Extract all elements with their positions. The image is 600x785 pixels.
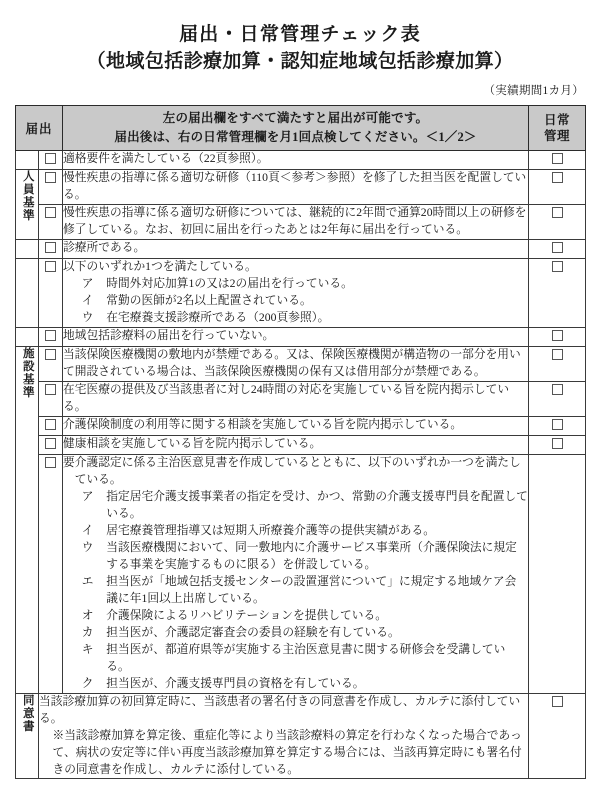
nichijo-checkbox-cell[interactable] — [529, 328, 586, 347]
header-nichijo — [529, 105, 586, 151]
table-row — [16, 205, 586, 240]
table-row — [16, 436, 586, 455]
todoke-checkbox-cell[interactable] — [39, 417, 63, 436]
checkbox-icon[interactable] — [552, 207, 563, 218]
row-text — [63, 382, 529, 417]
sub-item — [82, 625, 528, 642]
nichijo-checkbox-cell[interactable] — [529, 205, 586, 240]
checkbox-icon[interactable] — [552, 330, 563, 341]
row-text — [63, 436, 529, 455]
header-todoke: 届出 — [16, 105, 63, 151]
checkbox-icon[interactable] — [45, 153, 56, 164]
sub-item-list — [63, 276, 528, 327]
sub-item — [82, 523, 528, 540]
sub-item-marker: ア — [81, 277, 94, 291]
sub-item — [82, 608, 528, 625]
table-row — [16, 170, 586, 205]
row-text — [63, 205, 529, 240]
sub-item-marker: ク — [81, 676, 94, 690]
nichijo-checkbox-cell[interactable] — [529, 436, 586, 455]
sub-item-marker: ウ — [81, 540, 94, 554]
nichijo-checkbox-cell[interactable] — [529, 382, 586, 417]
sub-item-marker: エ — [81, 574, 94, 588]
checkbox-icon[interactable] — [45, 261, 56, 272]
sub-item-marker: イ — [81, 523, 94, 537]
sub-item-text: 常勤の医師が2名以上配置されている。 — [106, 294, 312, 308]
nichijo-checkbox-cell[interactable] — [529, 417, 586, 436]
sub-item-marker: オ — [81, 608, 94, 622]
nichijo-checkbox-cell[interactable] — [529, 240, 586, 259]
sub-item — [82, 276, 528, 293]
category-blank-cell — [16, 151, 39, 170]
page-title-line2: （地域包括診療加算・認知症地域包括診療加算） — [86, 50, 514, 72]
todoke-checkbox-cell[interactable] — [39, 170, 63, 205]
table-row — [16, 417, 586, 436]
category-label-text: 施設基準 — [21, 347, 34, 400]
todoke-checkbox-cell[interactable] — [39, 347, 63, 382]
nichijo-checkbox-cell[interactable] — [529, 170, 586, 205]
category-label-jinin — [16, 170, 39, 240]
todoke-checkbox-cell[interactable] — [39, 436, 63, 455]
row-text-main: 当該保険医療機関の敷地内が禁煙である。又は、保険医療機関が構造物の一部分を用いて開設されている場合は、当該保険医療機関の保有又は借用部分が禁煙である。 — [63, 348, 521, 379]
row-text-main: 地域包括診療料の届出を行っていない。 — [63, 329, 275, 343]
category-blank-cell — [16, 328, 39, 347]
table-row — [16, 347, 586, 382]
sub-item — [82, 540, 528, 574]
sub-item-text: 居宅療養管理指導又は短期入所療養介護等の提供実績がある。 — [106, 523, 435, 537]
sub-item — [82, 489, 528, 523]
header-instruction-line2: 届出後は、右の日常管理欄を月1回点検してください。＜1／2＞ — [114, 129, 477, 144]
todoke-checkbox-cell[interactable] — [39, 455, 63, 694]
row-text-main: 在宅医療の提供及び当該患者に対し24時間の対応を実施している旨を院内掲示している。 — [63, 383, 510, 414]
header-instruction — [63, 105, 529, 151]
header-instruction-line1: 左の届出欄をすべて満たすと届出が可能です。 — [162, 110, 429, 125]
todoke-checkbox-cell[interactable] — [39, 151, 63, 170]
row-text — [63, 170, 529, 205]
nichijo-checkbox-cell[interactable] — [529, 693, 586, 779]
row-text — [63, 328, 529, 347]
table-row — [16, 455, 586, 694]
category-label-shisetsu — [16, 347, 39, 693]
header-nichijo-line1: 日常 — [544, 112, 571, 127]
checkbox-icon[interactable] — [552, 242, 563, 253]
checkbox-icon[interactable] — [45, 457, 56, 468]
table-row — [16, 259, 586, 328]
nichijo-checkbox-cell[interactable] — [529, 151, 586, 170]
checkbox-icon[interactable] — [45, 207, 56, 218]
table-row — [16, 240, 586, 259]
row-text-main: 診療所である。 — [63, 241, 146, 255]
category-label-text: 同意書 — [21, 693, 34, 733]
sub-item — [82, 310, 528, 327]
checkbox-icon[interactable] — [45, 438, 56, 449]
row-text — [63, 347, 529, 382]
sub-item — [82, 642, 528, 676]
checkbox-icon[interactable] — [552, 384, 563, 395]
row-text-main: 当該診療加算の初回算定時に、当該患者の署名付きの同意書を作成し、カルテに添付している。 — [39, 694, 521, 725]
checkbox-icon[interactable] — [45, 242, 56, 253]
todoke-checkbox-cell[interactable] — [39, 205, 63, 240]
table-row — [16, 693, 586, 779]
row-text-main: 要介護認定に係る主治医意見書を作成しているとともに、以下のいずれか一つを満たしている。 — [63, 456, 521, 487]
checkbox-icon[interactable] — [45, 349, 56, 360]
row-text-main: 適格要件を満たしている（22頁参照）。 — [63, 152, 269, 166]
todoke-checkbox-cell[interactable] — [39, 382, 63, 417]
sub-item-marker: イ — [81, 294, 94, 308]
row-text — [63, 259, 529, 328]
checklist-table — [15, 105, 586, 780]
checkbox-icon[interactable] — [45, 384, 56, 395]
category-blank-cell — [16, 259, 39, 328]
sub-item-marker: カ — [81, 625, 94, 639]
table-row — [16, 328, 586, 347]
sub-item-text: 担当医が、都道府県等が実施する主治医意見書に関する研修会を受講している。 — [106, 642, 506, 673]
header-nichijo-line2: 管理 — [544, 129, 571, 144]
category-blank-cell — [16, 240, 39, 259]
nichijo-checkbox-cell[interactable] — [529, 259, 586, 328]
row-text-note: ※当該診療加算を算定後、重症化等により当該診療料の算定を行わなくなった場合であって、病状の安定等に伴い再度当該診療加算を算定する場合には、当該再算定時にも署名付きの同意書を作成し、カルテに添付している。 — [52, 728, 522, 776]
sub-item-text: 担当医が、介護認定審査会の委員の経験を有している。 — [106, 625, 400, 639]
page-title-line1: 届出・日常管理チェック表 — [179, 24, 421, 45]
row-text — [39, 693, 529, 779]
nichijo-checkbox-cell[interactable] — [529, 347, 586, 382]
sub-item-text: 時間外対応加算1の又は2の届出を行っている。 — [106, 277, 353, 291]
table-header-row — [16, 105, 586, 151]
sub-item-text: 指定居宅介護支援事業者の指定を受け、かつ、常勤の介護支援専門員を配置している。 — [106, 490, 528, 520]
sub-item-list — [63, 489, 528, 693]
sub-item — [82, 676, 528, 693]
sub-item-text: 担当医が「地域包括支援センターの設置運営について」に規定する地域ケア会議に年1回以上出席している。 — [106, 574, 517, 605]
checkbox-icon[interactable] — [552, 349, 563, 360]
todoke-checkbox-cell[interactable] — [39, 240, 63, 259]
checkbox-icon[interactable] — [552, 438, 563, 449]
checkbox-icon[interactable] — [552, 419, 563, 430]
sub-item-marker: キ — [81, 642, 94, 656]
sub-item-text: 担当医が、介護支援専門員の資格を有している。 — [106, 676, 365, 690]
row-text-main: 以下のいずれか1つを満たしている。 — [63, 260, 257, 274]
checkbox-icon[interactable] — [552, 261, 563, 272]
title-block — [0, 0, 600, 76]
checkbox-icon[interactable] — [552, 696, 563, 707]
category-label-doisho — [16, 693, 39, 779]
row-text-main: 健康相談を実施している旨を院内掲示している。 — [63, 437, 322, 451]
sub-item-text: 介護保険によるリハビリテーションを提供している。 — [106, 608, 387, 622]
checkbox-icon[interactable] — [45, 172, 56, 183]
row-text-main: 慢性疾患の指導に係る適切な研修（110頁＜参考＞参照）を修了した担当医を配置している。 — [63, 171, 527, 202]
row-text — [63, 455, 529, 694]
period-note: （実績期間1カ月） — [483, 84, 584, 97]
todoke-checkbox-cell[interactable] — [39, 328, 63, 347]
row-text — [63, 417, 529, 436]
row-text — [63, 151, 529, 170]
category-label-text: 人員基準 — [21, 170, 34, 223]
sub-item — [82, 293, 528, 310]
table-row — [16, 382, 586, 417]
sub-item-marker: ウ — [81, 311, 94, 325]
checkbox-icon[interactable] — [45, 419, 56, 430]
todoke-checkbox-cell[interactable] — [39, 259, 63, 328]
sub-item-text: 当該医療機関において、同一敷地内に介護サービス事業所（介護保険法に規定する事業を実施するものに限る）を併設している。 — [106, 540, 517, 571]
checkbox-icon[interactable] — [45, 330, 56, 341]
sub-item-marker: ア — [81, 490, 94, 503]
checkbox-icon[interactable] — [552, 172, 563, 183]
nichijo-checkbox-cell-empty[interactable] — [529, 455, 586, 694]
sub-item — [82, 574, 528, 608]
checkbox-icon[interactable] — [552, 153, 563, 164]
table-row — [16, 151, 586, 170]
sub-item-text: 在宅療養支援診療所である（200頁参照）。 — [106, 311, 330, 325]
row-text-main: 慢性疾患の指導に係る適切な研修については、継続的に2年間で通算20時間以上の研修を修了している。なお、初回に届出を行ったあとは2年毎に届出を行っている。 — [63, 206, 527, 237]
row-text — [63, 240, 529, 259]
row-text-main: 介護保険制度の利用等に関する相談を実施している旨を院内掲示している。 — [63, 418, 463, 432]
